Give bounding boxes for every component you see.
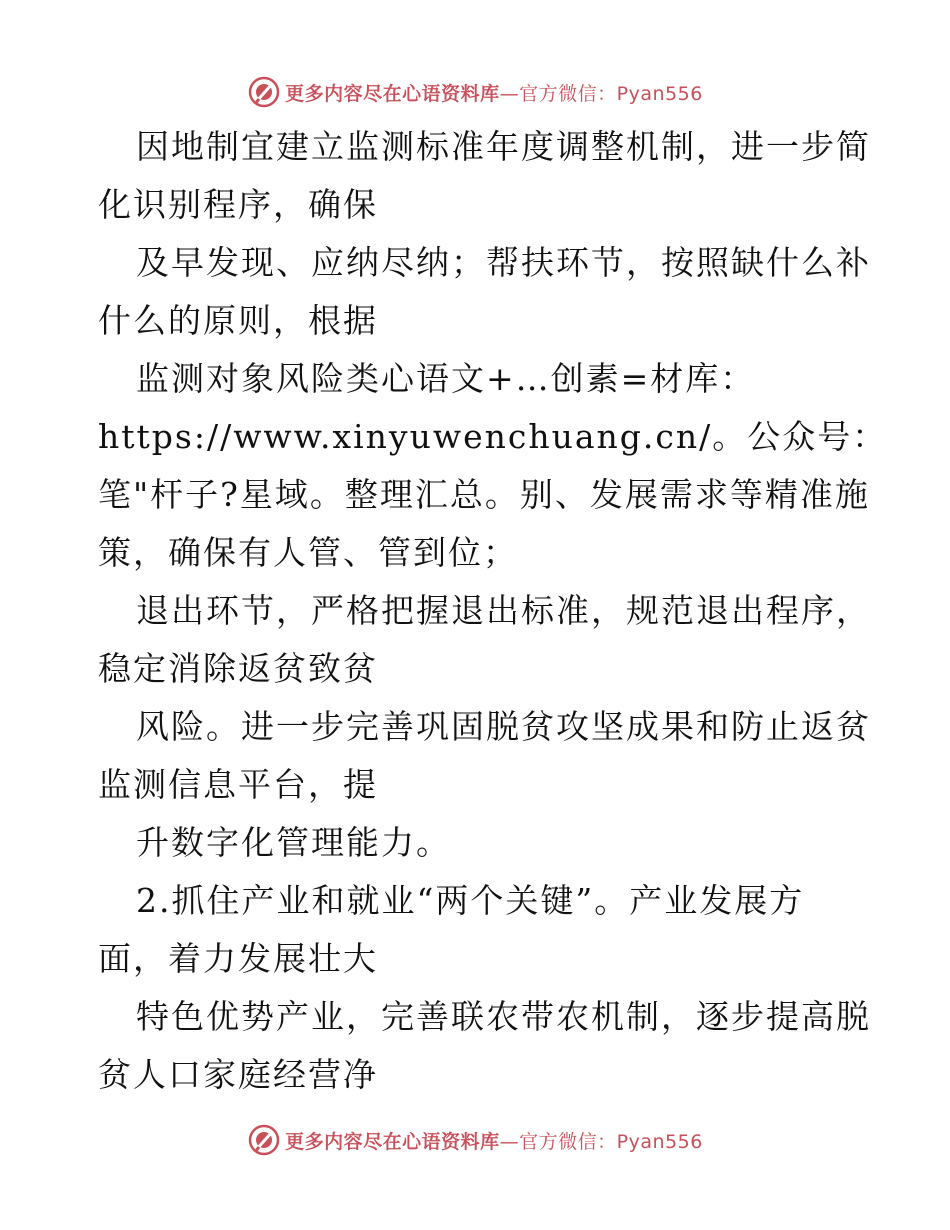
body-line: 2.抓住产业和就业“两个关键”。产业发展方 xyxy=(136,881,805,920)
body-line: 笔"杆子?星域。整理汇总。别、发展需求等精准施 xyxy=(98,475,870,514)
body-line: 监测信息平台，提 xyxy=(98,765,378,804)
body-line: 及早发现、应纳尽纳；帮扶环节，按照缺什么补 xyxy=(136,243,871,282)
body-line: 特色优势产业，完善联农带农机制，逐步提高脱 xyxy=(136,997,871,1036)
document-body xyxy=(98,118,888,1104)
body-line: 什么的原则，根据 xyxy=(98,301,378,340)
body-line: 风险。进一步完善巩固脱贫攻坚成果和防止返贫 xyxy=(136,707,871,746)
body-line: 退出环节，严格把握退出标准，规范退出程序， xyxy=(136,591,871,630)
footer-watermark-text: 更多内容尽在心语资料库 xyxy=(285,1130,500,1153)
pen-logo-icon xyxy=(247,1123,281,1157)
body-line: 升数字化管理能力。 xyxy=(136,823,451,862)
body-line: 化识别程序，确保 xyxy=(98,185,378,224)
footer-watermark-contact: —官方微信：Pyan556 xyxy=(499,1130,703,1153)
header-watermark-text: 更多内容尽在心语资料库 xyxy=(285,82,500,105)
footer-watermark xyxy=(0,1120,950,1160)
body-line: https://www.xinyuwenchuang.cn/。公众号： xyxy=(98,417,888,456)
body-line: 监测对象风险类心语文+…创素=材库： xyxy=(136,359,756,398)
body-line: 因地制宜建立监测标准年度调整机制，进一步简 xyxy=(136,127,871,166)
body-line: 稳定消除返贫致贫 xyxy=(98,649,378,688)
body-line: 贫人口家庭经营净 xyxy=(98,1055,378,1094)
body-line: 面，着力发展壮大 xyxy=(98,939,378,978)
header-watermark-contact: —官方微信：Pyan556 xyxy=(499,82,703,105)
body-line: 策，确保有人管、管到位； xyxy=(98,533,518,572)
pen-logo-icon xyxy=(247,75,281,109)
header-watermark xyxy=(0,72,950,112)
